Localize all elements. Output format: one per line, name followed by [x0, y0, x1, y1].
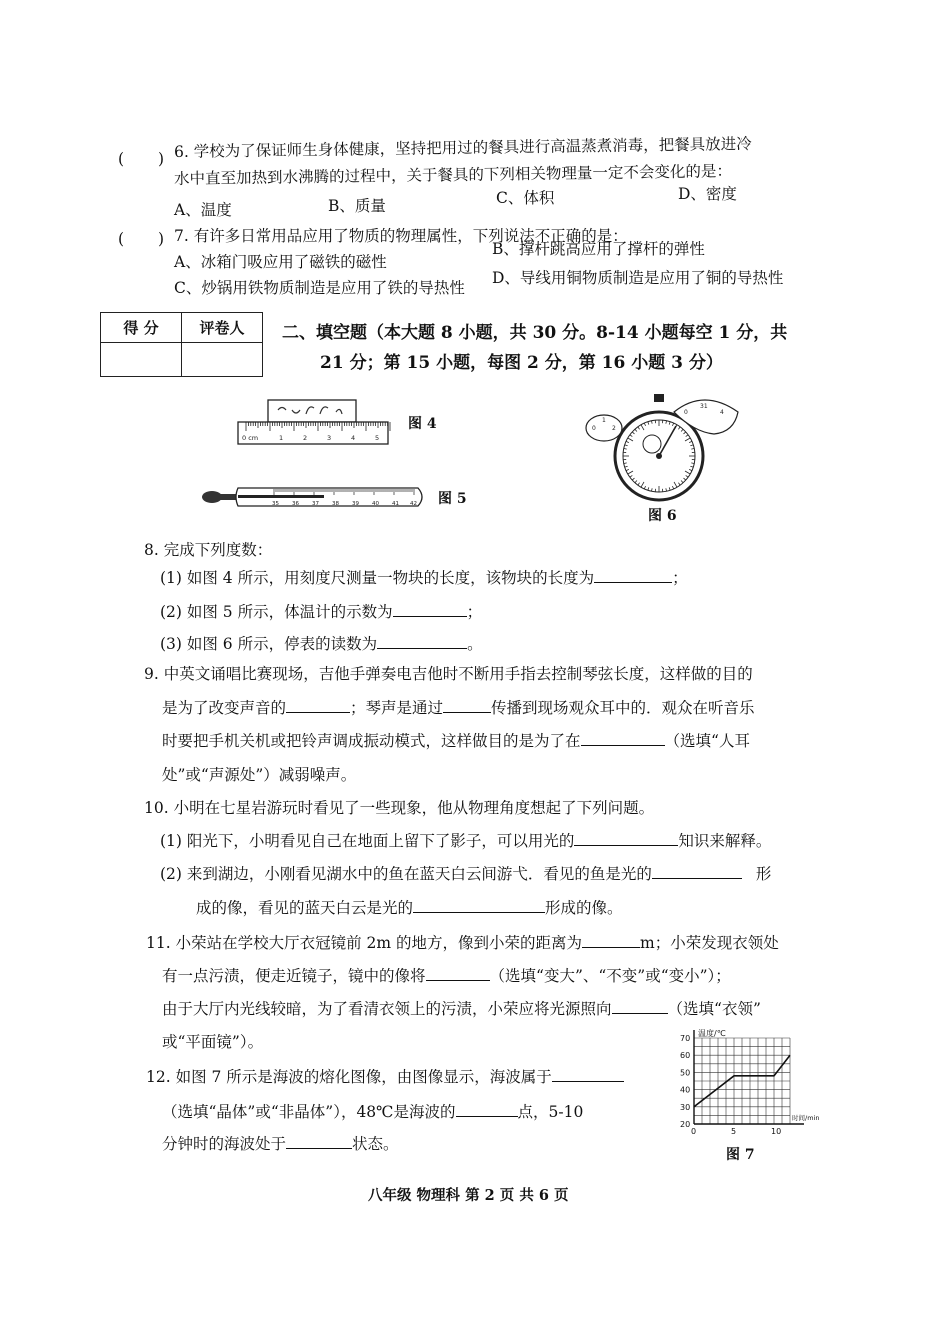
y-axis-label: 温度/℃ — [698, 1029, 726, 1038]
q8-item3-end: 。 — [467, 635, 483, 653]
large-dial-label: 4 — [720, 409, 724, 416]
measured-block — [268, 400, 356, 422]
q12-line1 — [146, 1065, 624, 1087]
q8-item1-text: (1) 如图 4 所示，用刻度尺测量一物块的长度，该物块的长度为 — [160, 569, 595, 587]
answer-paren-close: ) — [158, 230, 165, 248]
q9-line2 — [162, 696, 755, 718]
stopwatch-crown — [654, 394, 664, 402]
thermo-tick-label: 41 — [392, 501, 399, 507]
q7-option-d: D、导线用铜物质制造是应用了铜的导热性 — [492, 269, 784, 287]
answer-paren-open: ( — [118, 230, 125, 248]
answer-blank[interactable] — [377, 634, 467, 649]
x-tick-label: 0 — [691, 1127, 697, 1136]
q9-line1: 9. 中英文诵唱比赛现场，吉他手弹奏电吉他时不断用手指去控制琴弦长度，这样做的目的 — [144, 665, 753, 683]
answer-blank[interactable] — [552, 1067, 624, 1082]
answer-blank[interactable] — [612, 999, 668, 1014]
thermo-tick-label: 35 — [272, 501, 279, 507]
q10-item3-text: 形成的像。 — [545, 899, 623, 917]
answer-paren-open: ( — [118, 150, 125, 168]
y-tick-label: 50 — [680, 1068, 691, 1078]
q11-line2-text: 有一点污渍，便走近镜子，镜中的像将 — [162, 967, 426, 985]
q9-line4: 处”或“声源处”）减弱噪声。 — [162, 766, 357, 784]
q12-line2 — [162, 1100, 583, 1122]
q9-line3-text: （选填“人耳 — [664, 732, 750, 750]
fig6-caption: 图 6 — [648, 508, 677, 524]
q7-option-c: C、炒锅用铁物质制造是应用了铁的导热性 — [174, 279, 465, 297]
y-tick-label: 70 — [680, 1034, 691, 1043]
q11-line3-text: 由于大厅内光线较暗，为了看清衣领上的污渍，小荣应将光源照向 — [162, 1000, 612, 1018]
x-tick-label: 5 — [731, 1127, 737, 1136]
score-label: 得 分 — [101, 313, 182, 343]
grader-cell — [182, 343, 263, 377]
thermo-tick-label: 38 — [332, 501, 339, 507]
q12-line2-text: 点，5-10 — [517, 1103, 584, 1121]
q6-option-c: C、体积 — [496, 189, 555, 207]
q10-item1-text: 知识来解释。 — [678, 832, 772, 850]
q11-line3 — [162, 997, 761, 1019]
small-dial-label: 0 — [592, 425, 596, 432]
section2-title-line2: 21 分；第 15 小题，每图 2 分，第 16 小题 3 分） — [320, 353, 723, 373]
q12-line2-text: （选填“晶体”或“非晶体”），48℃是海波的 — [162, 1103, 456, 1121]
ruler-figure — [236, 398, 396, 448]
thermo-tick-label: 40 — [372, 501, 379, 507]
q6-line1: 6. 学校为了保证师生身体健康，坚持把用过的餐具进行高温蒸煮消毒，把餐具放进冷 — [173, 134, 752, 161]
q11-line3-text: （选填“衣领” — [667, 1000, 761, 1018]
q10-line1: 10. 小明在七星岩游玩时看见了一些现象，他从物理角度想起了下列问题。 — [144, 799, 655, 817]
page-footer: 八年级 物理科 第 2 页 共 6 页 — [368, 1187, 569, 1204]
q10-item3-text: 成的像，看见的蓝天白云是光的 — [196, 899, 414, 917]
thermometer-figure — [200, 482, 430, 512]
q12-line3 — [162, 1132, 399, 1154]
stopwatch-figure — [584, 392, 744, 504]
q10-item1-text: (1) 阳光下，小明看见自己在地面上留下了影子，可以用光的 — [160, 832, 575, 850]
q7-option-b: B、撑杆跳高应用了撑杆的弹性 — [492, 240, 705, 258]
q7-option-a: A、冰箱门吸应用了磁铁的磁性 — [174, 253, 387, 271]
thermo-tick-label: 37 — [312, 501, 319, 507]
y-tick-label: 60 — [680, 1051, 691, 1061]
thermo-tick-label: 42 — [410, 501, 417, 507]
q8-item2 — [160, 600, 482, 622]
ruler-tick-label: 5 — [375, 434, 380, 442]
q7-line1: 7. 有许多日常用品应用了物质的物理属性，下列说法不正确的是： — [174, 227, 628, 245]
q9-line2-text: ；琴声是通过 — [350, 699, 444, 717]
answer-blank[interactable] — [581, 731, 665, 746]
q10-item2-text: (2) 来到湖边，小刚看见湖水中的鱼在蓝天白云间游弋．看见的鱼是光的 — [160, 865, 652, 883]
grader-label: 评卷人 — [182, 313, 263, 343]
q9-line3 — [162, 729, 750, 751]
fig5-caption: 图 5 — [438, 491, 467, 507]
thermo-tick-label: 39 — [352, 501, 359, 507]
thermo-tick-label: 36 — [292, 501, 299, 507]
q8-item3-text: (3) 如图 6 所示，停表的读数为 — [160, 635, 378, 653]
q8-item1 — [160, 566, 688, 588]
x-tick-label: 10 — [771, 1127, 782, 1136]
q8-item2-text: (2) 如图 5 所示，体温计的示数为 — [160, 603, 393, 621]
ruler-tick-label: 4 — [351, 434, 356, 442]
q11-line1-text: m；小荣发现衣领处 — [640, 934, 779, 952]
large-dial-label: 31 — [700, 403, 708, 410]
ruler-tick-label: 2 — [303, 434, 308, 442]
q12-line1-text: 12. 如图 7 所示是海波的熔化图像，由图像显示，海波属于 — [146, 1068, 552, 1086]
fig7-caption: 图 7 — [726, 1147, 755, 1163]
q10-item2 — [160, 862, 771, 884]
section2-title-line1: 二、填空题（本大题 8 小题，共 30 分。8-14 小题每空 1 分，共 — [282, 323, 788, 343]
small-dial-label: 1 — [602, 417, 606, 424]
small-dial-label: 2 — [612, 425, 616, 432]
q8-item2-end: ； — [466, 603, 483, 621]
q11-line2 — [162, 964, 731, 986]
answer-blank[interactable] — [443, 698, 491, 713]
ruler-tick-label: 0 cm — [242, 434, 259, 442]
q10-item2-text: 形 — [755, 865, 772, 883]
answer-blank[interactable] — [426, 966, 490, 981]
q6-option-d: D、密度 — [678, 185, 737, 203]
q8-item1-end: ； — [672, 569, 688, 587]
answer-blank[interactable] — [594, 568, 672, 583]
answer-blank[interactable] — [574, 831, 678, 846]
q6-option-a: A、温度 — [174, 201, 232, 219]
q12-line3-text: 分钟时的海波处于 — [162, 1135, 287, 1153]
fig4-caption: 图 4 — [408, 416, 437, 432]
x-axis-label: 时间/min — [792, 1114, 820, 1122]
q11-line1-text: 11. 小荣站在学校大厅衣冠镜前 2m 的地方，像到小荣的距离为 — [146, 934, 582, 952]
score-cell — [101, 343, 182, 377]
answer-blank[interactable] — [652, 864, 742, 879]
q11-line4: 或“平面镜”）。 — [162, 1033, 264, 1051]
answer-blank[interactable] — [413, 898, 545, 913]
answer-blank[interactable] — [456, 1102, 518, 1117]
q6-option-b: B、质量 — [328, 197, 386, 215]
answer-paren-close: ) — [158, 150, 165, 168]
q9-line3-text: 时要把手机关机或把铃声调成振动模式，这样做目的是为了在 — [162, 732, 581, 750]
score-box — [100, 312, 263, 377]
q10-item3 — [196, 896, 623, 918]
q8-item3 — [160, 632, 483, 654]
answer-blank[interactable] — [393, 602, 467, 617]
q11-line2-text: （选填“变大”、“不变”或“变小”）； — [489, 967, 731, 985]
ruler-tick-label: 1 — [279, 434, 284, 442]
q6-line2: 水中直至加热到水沸腾的过程中，关于餐具的下列相关物理量一定不会变化的是： — [173, 162, 733, 188]
ruler-tick-label: 3 — [327, 434, 332, 442]
y-tick-label: 20 — [680, 1120, 691, 1129]
q12-line3-text: 状态。 — [352, 1135, 399, 1153]
q11-line1 — [146, 931, 779, 953]
answer-blank[interactable] — [582, 933, 640, 948]
large-dial-label: 0 — [684, 409, 688, 416]
q9-line2-text: 传播到现场观众耳中的．观众在听音乐 — [491, 699, 755, 717]
y-tick-label: 30 — [680, 1102, 691, 1112]
mercury-column — [238, 495, 324, 498]
q9-line2-text: 是为了改变声音的 — [162, 699, 287, 717]
melting-chart — [664, 1026, 844, 1144]
answer-blank[interactable] — [286, 698, 350, 713]
q10-item1 — [160, 829, 771, 851]
answer-blank[interactable] — [286, 1134, 352, 1149]
q8-stem: 8. 完成下列度数： — [144, 541, 273, 559]
y-tick-label: 40 — [680, 1085, 691, 1095]
